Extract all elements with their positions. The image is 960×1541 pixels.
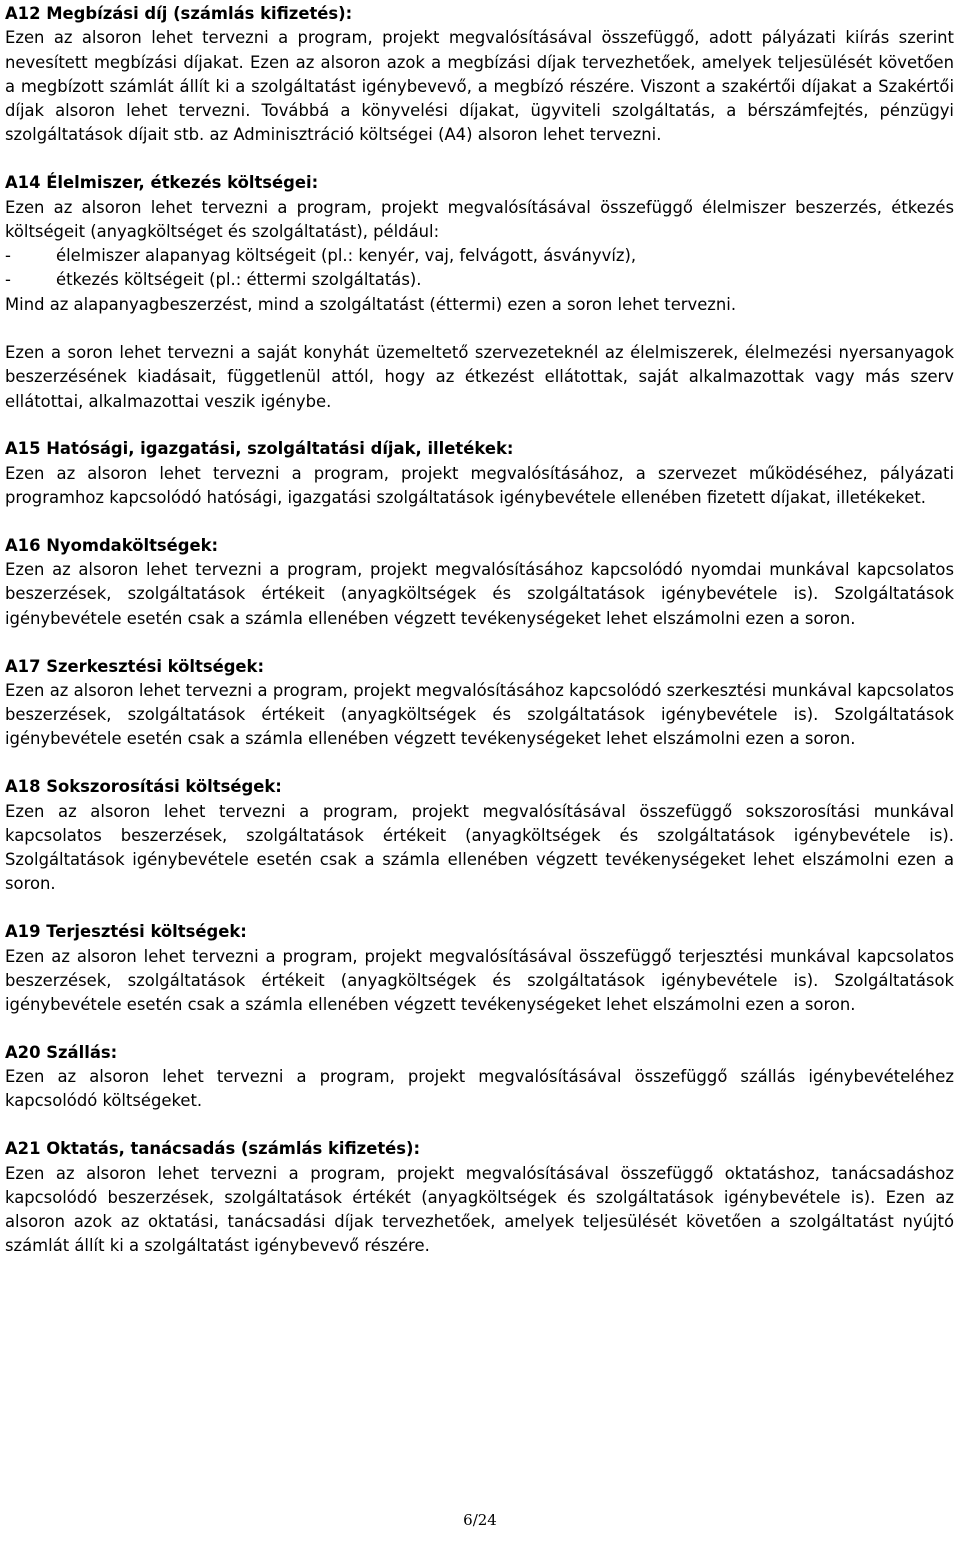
section-heading: A15 Hatósági, igazgatási, szolgáltatási díjak, illetékek: [5,439,514,459]
section-a21 [5,1137,954,1258]
section-paragraph: Ezen az alsoron lehet tervezni a program, projekt megvalósításával összefüggő terjesztési munkával kapcsolatos beszerzések, szolgáltatások értékeit (anyagköltségek és szolgáltatások igénybevétele is). Szolgáltatások igénybevétele esetén csak a számla ellenében végzett tevékenységeket lehet elszámolni ezen a soron. [5,946,954,1015]
section-paragraph: Ezen az alsoron lehet tervezni a program, projekt megvalósításához kapcsolódó szerkesztési munkával kapcsolatos beszerzések, szolgáltatások értékeit (anyagköltségek és szolgáltatások igénybevétele is). Szolgáltatások igénybevétele esetén csak a számla ellenében végzett tevékenységeket lehet elszámolni ezen a soron. [5,680,954,749]
section-paragraph: Ezen az alsoron lehet tervezni a program, projekt megvalósításával összefüggő sokszorosítási munkával kapcsolatos beszerzések, szolgáltatások értékeit (anyagköltségek és szolgáltatások igénybevétele is). Szolgáltatások igénybevétele esetén csak a számla ellenében végzett tevékenységeket lehet elszámolni ezen a soron. [5,801,954,894]
section-paragraph: Ezen az alsoron lehet tervezni a program, projekt megvalósításával összefüggő élelmiszer beszerzés, étkezés költségeit (anyagköltséget és szolgáltatást), például: [5,197,954,241]
section-note: Ezen a soron lehet tervezni a saját konyhát üzemeltető szervezeteknél az élelmiszerek, élelmezési nyersanyagok beszerzésének kiadásait, függetlenül attól, hogy az étkezést ellátottak, saját alkalmazottak vagy más szerv ellátottai, alkalmazottai veszik igénybe. [5,343,954,411]
list-item-text: étkezés költségeit (pl.: éttermi szolgáltatás). [56,270,422,290]
section-a19 [5,920,954,1017]
section-a14 [5,171,954,414]
section-a17 [5,655,954,752]
list-item [5,268,954,292]
section-heading: A21 Oktatás, tanácsadás (számlás kifizetés): [5,1139,421,1159]
section-paragraph: Ezen az alsoron lehet tervezni a program, projekt megvalósításával összefüggő oktatáshoz, tanácsadáshoz kapcsolódó beszerzések, szolgáltatások értékét (anyagköltségek és szolgáltatások igénybevétele is). Ezen az alsoron azok az oktatási, tanácsadási díjak tervezhetőek, amelyek teljesülését követően a szolgáltatást nyújtó számlát állít ki a szolgáltatást igénybevevő részére. [5,1163,954,1256]
section-paragraph: Ezen az alsoron lehet tervezni a program, projekt megvalósításához, a szervezet működéséhez, pályázati programhoz kapcsolódó hatósági, igazgatási szolgáltatások igénybevétele ellenében fizetett díjakat, illetékeket. [5,463,954,508]
page-number: 6/24 [463,1511,497,1529]
section-a12 [5,2,954,148]
section-heading: A14 Élelmiszer, étkezés költségei: [5,173,319,193]
bullet-list [5,244,954,293]
section-a16 [5,534,954,631]
section-a20 [5,1041,954,1114]
bullet-marker: - [5,270,11,290]
section-heading: A16 Nyomdaköltségek: [5,535,219,555]
section-paragraph: Ezen az alsoron lehet tervezni a program, projekt megvalósításával összefüggő, adott pályázati kiírás szerint nevesített megbízási díjakat. Ezen az alsoron azok a megbízási díjak tervezhetőek, amelyek teljesülését követően a megbízott számlát állít ki a szolgáltatást igénybevevő, a megbízó részére. Viszont a szakértői díjakat a Szakértői díjak alsoron lehet tervezni. Továbbá a könyvelési díjakat, ügyviteli szolgáltatás, a bérszámfejtés, pénzügyi szolgáltatások díjait stb. az Adminisztráció költségei (A4) alsoron lehet tervezni. [5,28,954,145]
document-page [5,2,954,1259]
section-paragraph: Mind az alapanyagbeszerzést, mind a szolgáltatást (éttermi) ezen a soron lehet tervezni. [5,294,737,314]
section-heading: A19 Terjesztési költségek: [5,922,247,942]
list-item-text: élelmiszer alapanyag költségeit (pl.: kenyér, vaj, felvágott, ásványvíz), [56,246,637,266]
section-a18 [5,775,954,896]
section-heading: A20 Szállás: [5,1042,118,1062]
section-paragraph: Ezen az alsoron lehet tervezni a program, projekt megvalósításához kapcsolódó nyomdai munkával kapcsolatos beszerzések, szolgáltatások értékeit (anyagköltségek és szolgáltatások igénybevétele is). Szolgáltatások igénybevétele esetén csak a számla ellenében végzett tevékenységeket lehet elszámolni ezen a soron. [5,560,954,628]
bullet-marker: - [5,246,11,266]
section-heading: A12 Megbízási díj (számlás kifizetés): [5,4,353,23]
section-heading: A17 Szerkesztési költségek: [5,656,265,676]
section-paragraph: Ezen az alsoron lehet tervezni a program, projekt megvalósításával összefüggő szállás igénybevételéhez kapcsolódó költségeket. [5,1067,954,1111]
section-heading: A18 Sokszorosítási költségek: [5,777,282,797]
list-item [5,244,954,268]
section-a15 [5,437,954,510]
